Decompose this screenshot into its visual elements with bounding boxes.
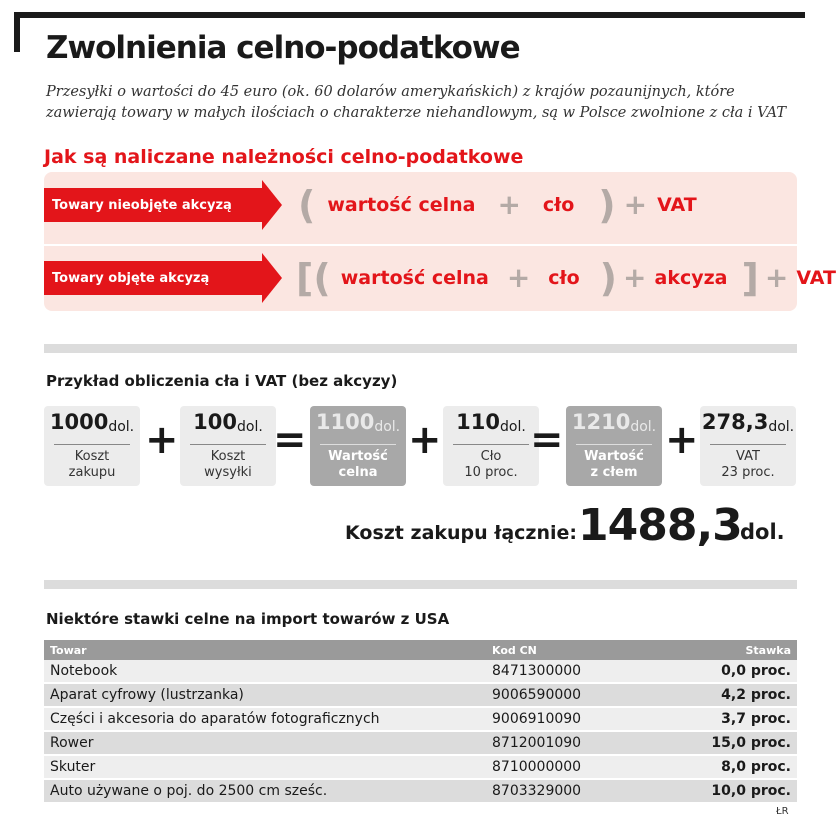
- plus-sign: +: [506, 261, 531, 294]
- frame-top-rule: [14, 12, 805, 18]
- card-label-line: Koszt: [74, 449, 110, 464]
- card-label-line: 10 proc.: [464, 465, 518, 480]
- card-label-line: Koszt: [210, 449, 246, 464]
- card-label-line: wysyłki: [204, 465, 252, 480]
- card-label: [566, 449, 662, 481]
- operator-equals: =: [530, 417, 564, 463]
- rates-heading: Niektóre stawki celne na import towarów z USA: [46, 610, 450, 628]
- term-vat: VAT: [657, 194, 697, 216]
- frame-left-rule: [14, 12, 20, 52]
- close-bracket: ]: [741, 256, 759, 300]
- cell-product: Notebook: [44, 660, 486, 683]
- card-value: 1100: [315, 410, 375, 434]
- card-label: [44, 449, 140, 481]
- operator-equals: =: [273, 417, 307, 463]
- table-row: [44, 779, 797, 803]
- card-value-with-duty: [566, 406, 662, 486]
- card-rule: [710, 444, 786, 445]
- cell-cn-code: 8712001090: [486, 731, 649, 755]
- rates-table: [44, 640, 797, 804]
- formula-divider: [44, 244, 797, 246]
- total-label: Koszt zakupu łącznie:: [345, 522, 578, 544]
- cell-rate: 10,0 proc.: [649, 779, 797, 803]
- operator-plus: +: [408, 417, 442, 463]
- close-paren: ): [598, 183, 616, 227]
- card-label-line: celna: [338, 465, 378, 480]
- card-unit: dol.: [500, 419, 526, 435]
- cell-product: Auto używane o poj. do 2500 cm sześc.: [44, 779, 486, 803]
- column-header-cn-code: Kod CN: [486, 640, 649, 660]
- card-label-line: z cłem: [590, 465, 638, 480]
- formula-label-arrow: Towary objęte akcyzą: [44, 261, 262, 295]
- total-unit: dol.: [740, 520, 785, 544]
- cell-product: Części i akcesoria do aparatów fotograficznych: [44, 707, 486, 731]
- table-row: [44, 731, 797, 755]
- card-value-line: [443, 410, 539, 435]
- card-label-line: zakupu: [68, 465, 116, 480]
- formula-row-no-excise: [44, 182, 697, 228]
- author-credit: ŁR: [776, 806, 789, 817]
- operator-plus: +: [665, 417, 699, 463]
- card-label-line: Wartość: [328, 449, 388, 464]
- cell-rate: 4,2 proc.: [649, 683, 797, 707]
- card-value-line: [180, 410, 276, 435]
- card-vat: [700, 406, 796, 486]
- cell-rate: 0,0 proc.: [649, 660, 797, 683]
- column-header-product: Towar: [44, 640, 486, 660]
- close-paren: ): [599, 256, 618, 300]
- section-divider: [44, 580, 797, 589]
- table-row: [44, 683, 797, 707]
- formulas-heading: Jak są naliczane należności celno-podatkowe: [44, 146, 524, 168]
- card-shipping-cost: [180, 406, 276, 486]
- card-value: 1210: [571, 410, 631, 434]
- plus-sign: +: [623, 188, 648, 221]
- plus-sign: +: [764, 261, 789, 294]
- formula-label-arrow: Towary nieobjęte akcyzą: [44, 188, 262, 222]
- card-label: [180, 449, 276, 481]
- card-purchase-cost: [44, 406, 140, 486]
- cell-cn-code: 8703329000: [486, 779, 649, 803]
- cell-cn-code: 9006910090: [486, 707, 649, 731]
- term-excise: akcyza: [654, 267, 728, 289]
- plus-sign: +: [497, 188, 521, 221]
- lead-text: Przesyłki o wartości do 45 euro (ok. 60 dolarów amerykańskich) z krajów pozaunijnych, które zawierają towary w małych ilościach o charakterze niehandlowym, są w Polsce zwolnione z cła i VAT: [46, 84, 787, 121]
- cell-cn-code: 8471300000: [486, 660, 649, 683]
- card-value: 100: [193, 410, 238, 434]
- card-unit: dol.: [374, 419, 401, 435]
- card-label-line: Cło: [480, 449, 502, 464]
- card-rule: [54, 444, 130, 445]
- column-header-rate: Stawka: [649, 640, 797, 660]
- cell-product: Aparat cyfrowy (lustrzanka): [44, 683, 486, 707]
- card-rule: [453, 444, 529, 445]
- card-unit: dol.: [630, 419, 657, 435]
- card-unit: dol.: [768, 419, 795, 435]
- open-paren: (: [298, 183, 316, 227]
- card-customs-value: [310, 406, 406, 486]
- cell-rate: 15,0 proc.: [649, 731, 797, 755]
- section-divider: [44, 344, 797, 353]
- card-value-line: [310, 410, 406, 435]
- card-rule: [190, 444, 266, 445]
- card-unit: dol.: [237, 419, 263, 435]
- card-label-line: VAT: [736, 449, 760, 464]
- card-label: [443, 449, 539, 481]
- plus-sign: +: [623, 261, 647, 294]
- cell-rate: 8,0 proc.: [649, 755, 797, 779]
- card-value-line: [566, 410, 662, 435]
- card-unit: dol.: [108, 419, 135, 435]
- card-rule: [576, 444, 652, 445]
- table-header-row: [44, 640, 797, 660]
- card-rule: [320, 444, 396, 445]
- card-value: 110: [456, 410, 501, 434]
- cell-product: Skuter: [44, 755, 486, 779]
- table-row: [44, 660, 797, 683]
- operator-plus: +: [145, 417, 179, 463]
- cell-product: Rower: [44, 731, 486, 755]
- open-bracket: [: [296, 256, 314, 300]
- term-customs-value: wartość celna: [340, 267, 489, 289]
- card-label-line: Wartość: [584, 449, 644, 464]
- card-value-line: [44, 410, 140, 435]
- open-paren: (: [313, 256, 331, 300]
- term-vat: VAT: [796, 267, 836, 289]
- card-label: [700, 449, 796, 481]
- page-title: Zwolnienia celno-podatkowe: [46, 30, 520, 66]
- example-heading: Przykład obliczenia cła i VAT (bez akcyzy): [46, 372, 398, 390]
- term-duty: cło: [548, 267, 580, 289]
- card-value: 1000: [49, 410, 109, 434]
- cell-cn-code: 9006590000: [486, 683, 649, 707]
- card-duty: [443, 406, 539, 486]
- table-row: [44, 755, 797, 779]
- term-customs-value: wartość celna: [327, 194, 476, 216]
- formula-row-excise: [44, 255, 836, 301]
- card-value-line: [700, 410, 796, 435]
- total-value: 1488,3: [578, 500, 742, 551]
- term-duty: cło: [542, 194, 575, 216]
- cell-rate: 3,7 proc.: [649, 707, 797, 731]
- table-row: [44, 707, 797, 731]
- card-label: [310, 449, 406, 481]
- card-label-line: 23 proc.: [721, 465, 775, 480]
- card-value: 278,3: [701, 410, 769, 434]
- cell-cn-code: 8710000000: [486, 755, 649, 779]
